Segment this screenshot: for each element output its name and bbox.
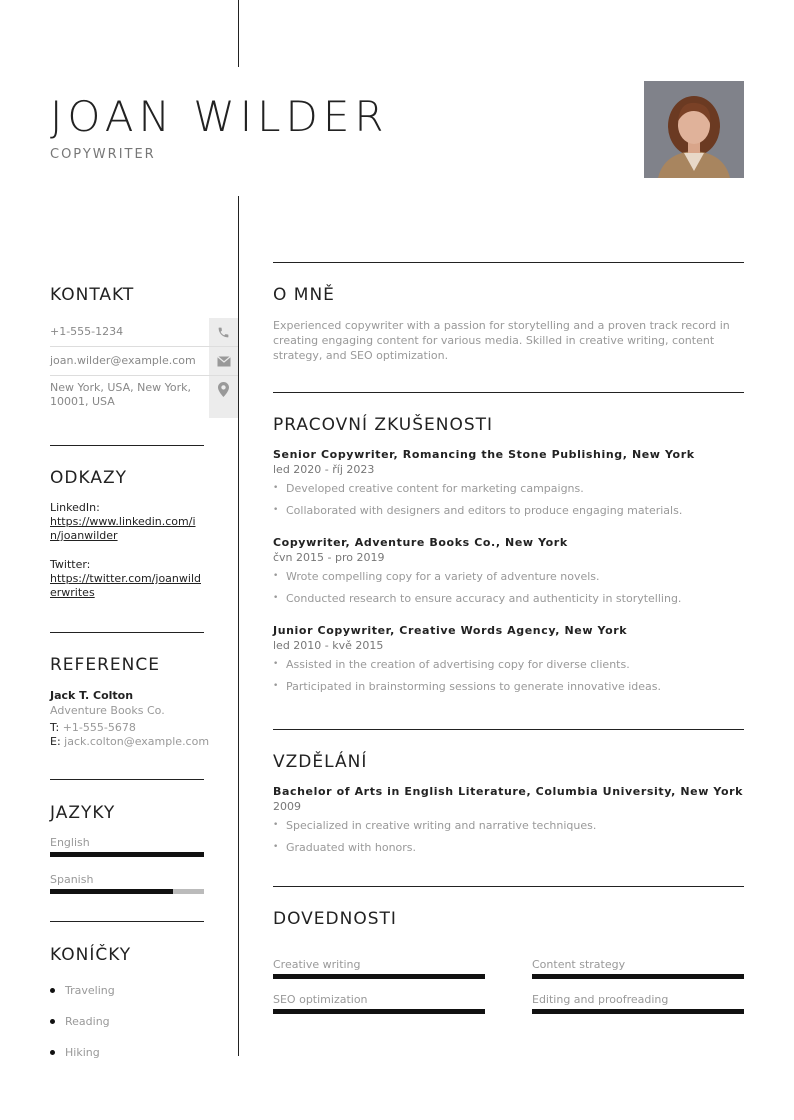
job-entry-title: Copywriter, Adventure Books Co., New York: [273, 536, 568, 549]
divider: [50, 779, 204, 780]
reference-section: [50, 655, 210, 749]
location-pin-icon: [209, 376, 238, 418]
job-bullet: • Assisted in the creation of advertising copy for diverse clients.: [273, 657, 744, 679]
hobbies-section: [50, 945, 204, 1068]
languages-section: [50, 803, 204, 894]
candidate-name: JOAN WILDER: [50, 92, 389, 141]
job-entry-title: Junior Copywriter, Creative Words Agency, New York: [273, 624, 628, 637]
about-heading: O MNĚ: [273, 285, 335, 305]
education-bullet: • Specialized in creative writing and narrative techniques.: [273, 818, 744, 840]
divider: [273, 262, 744, 263]
linkedin-link[interactable]: https://www.linkedin.com/in/joanwilder: [50, 515, 196, 542]
language-level-bar: [50, 852, 204, 857]
language-item: [50, 873, 204, 894]
contact-address: New York, USA, New York, 10001, USA: [50, 381, 191, 408]
hobby-label: Hiking: [65, 1046, 100, 1059]
divider: [50, 445, 204, 446]
link-label: LinkedIn:: [50, 501, 100, 514]
divider: [273, 392, 744, 393]
contact-email-row: [50, 347, 238, 376]
hobby-item: [50, 975, 204, 1006]
contact-email[interactable]: joan.wilder@example.com: [50, 354, 196, 367]
skill-bar: [273, 1009, 485, 1014]
skill-item: [532, 993, 744, 1014]
reference-phone-label: T:: [50, 721, 60, 734]
hobby-item: [50, 1037, 204, 1068]
reference-company: Adventure Books Co.: [50, 704, 165, 717]
skill-label: Editing and proofreading: [532, 993, 669, 1006]
reference-phone-row: [50, 721, 204, 735]
link-item-twitter: [50, 558, 204, 600]
about-text: Experienced copywriter with a passion for storytelling and a proven track record in creating engaging content for various media. Skilled in creative writing, content strategy, and SEO optimization.: [273, 319, 730, 362]
contact-phone[interactable]: +1-555-1234: [50, 325, 124, 338]
bullet-dot: [50, 1019, 55, 1024]
job-bullets: [273, 657, 744, 701]
contact-phone-row: [50, 318, 238, 347]
skills-section: [273, 909, 744, 929]
envelope-icon: [209, 347, 238, 375]
contact-list: [50, 318, 238, 418]
job-entry-dates: led 2010 - kvě 2015: [273, 639, 384, 652]
profile-photo: [644, 81, 744, 178]
skill-item: [273, 993, 485, 1014]
contact-section: [50, 285, 204, 305]
links-section: [50, 468, 204, 600]
education-section: [273, 752, 744, 862]
education-bullet: • Graduated with honors.: [273, 840, 744, 862]
language-name: English: [50, 836, 90, 849]
reference-email[interactable]: jack.colton@example.com: [64, 735, 210, 748]
about-section: [273, 285, 744, 363]
links-heading: ODKAZY: [50, 468, 127, 488]
education-bullets: [273, 818, 744, 862]
twitter-link[interactable]: https://twitter.com/joanwilderwrites: [50, 572, 201, 599]
phone-icon: [209, 318, 238, 346]
hobbies-heading: KONÍČKY: [50, 945, 132, 965]
skill-item: [532, 958, 744, 979]
divider: [50, 632, 204, 633]
experience-section: [273, 415, 744, 701]
language-name: Spanish: [50, 873, 94, 886]
bullet-dot: [50, 1050, 55, 1055]
skill-item: [273, 958, 485, 979]
job-entry-dates: čvn 2015 - pro 2019: [273, 551, 385, 564]
bullet-dot: [50, 988, 55, 993]
language-level-fill: [50, 889, 173, 894]
education-year: 2009: [273, 800, 301, 813]
job-entry-title: Senior Copywriter, Romancing the Stone Publishing, New York: [273, 448, 695, 461]
language-item: [50, 836, 204, 857]
reference-email-row: [50, 735, 210, 749]
reference-name: Jack T. Colton: [50, 689, 134, 702]
reference-heading: REFERENCE: [50, 655, 160, 675]
top-divider-line: [238, 0, 239, 67]
hobby-label: Traveling: [65, 984, 115, 997]
education-entry: [273, 785, 744, 862]
divider: [273, 729, 744, 730]
job-bullet: • Collaborated with designers and editors to produce engaging materials.: [273, 503, 744, 525]
skill-label: SEO optimization: [273, 993, 368, 1006]
skill-label: Creative writing: [273, 958, 361, 971]
divider: [273, 886, 744, 887]
link-label: Twitter:: [50, 558, 91, 571]
language-level-bar: [50, 889, 204, 894]
job-entry-dates: led 2020 - říj 2023: [273, 463, 375, 476]
skill-label: Content strategy: [532, 958, 626, 971]
hobbies-list: [50, 975, 204, 1068]
education-degree: Bachelor of Arts in English Literature, Columbia University, New York: [273, 785, 744, 798]
job-bullet: • Conducted research to ensure accuracy and authenticity in storytelling.: [273, 591, 744, 613]
experience-heading: PRACOVNÍ ZKUŠENOSTI: [273, 415, 494, 435]
job-bullet: • Wrote compelling copy for a variety of adventure novels.: [273, 569, 744, 591]
job-title: COPYWRITER: [50, 147, 156, 162]
job-bullet: • Developed creative content for marketing campaigns.: [273, 481, 744, 503]
reference-phone[interactable]: +1-555-5678: [62, 721, 136, 734]
hobby-item: [50, 1006, 204, 1037]
skill-bar: [532, 1009, 744, 1014]
job-entry: [273, 536, 744, 613]
job-bullets: [273, 481, 744, 525]
job-entry: [273, 624, 744, 701]
reference-email-label: E:: [50, 735, 61, 748]
languages-heading: JAZYKY: [50, 803, 116, 823]
language-level-fill: [50, 852, 204, 857]
job-bullets: [273, 569, 744, 613]
skill-bar: [532, 974, 744, 979]
hobby-label: Reading: [65, 1015, 110, 1028]
education-heading: VZDĚLÁNÍ: [273, 752, 368, 772]
skills-heading: DOVEDNOSTI: [273, 909, 397, 929]
divider: [50, 921, 204, 922]
job-entry: [273, 448, 744, 525]
skill-bar: [273, 974, 485, 979]
contact-address-row: [50, 376, 238, 418]
link-item-linkedin: [50, 501, 204, 543]
column-divider-line: [238, 196, 239, 1056]
contact-heading: KONTAKT: [50, 285, 135, 305]
job-bullet: • Participated in brainstorming sessions to generate innovative ideas.: [273, 679, 744, 701]
